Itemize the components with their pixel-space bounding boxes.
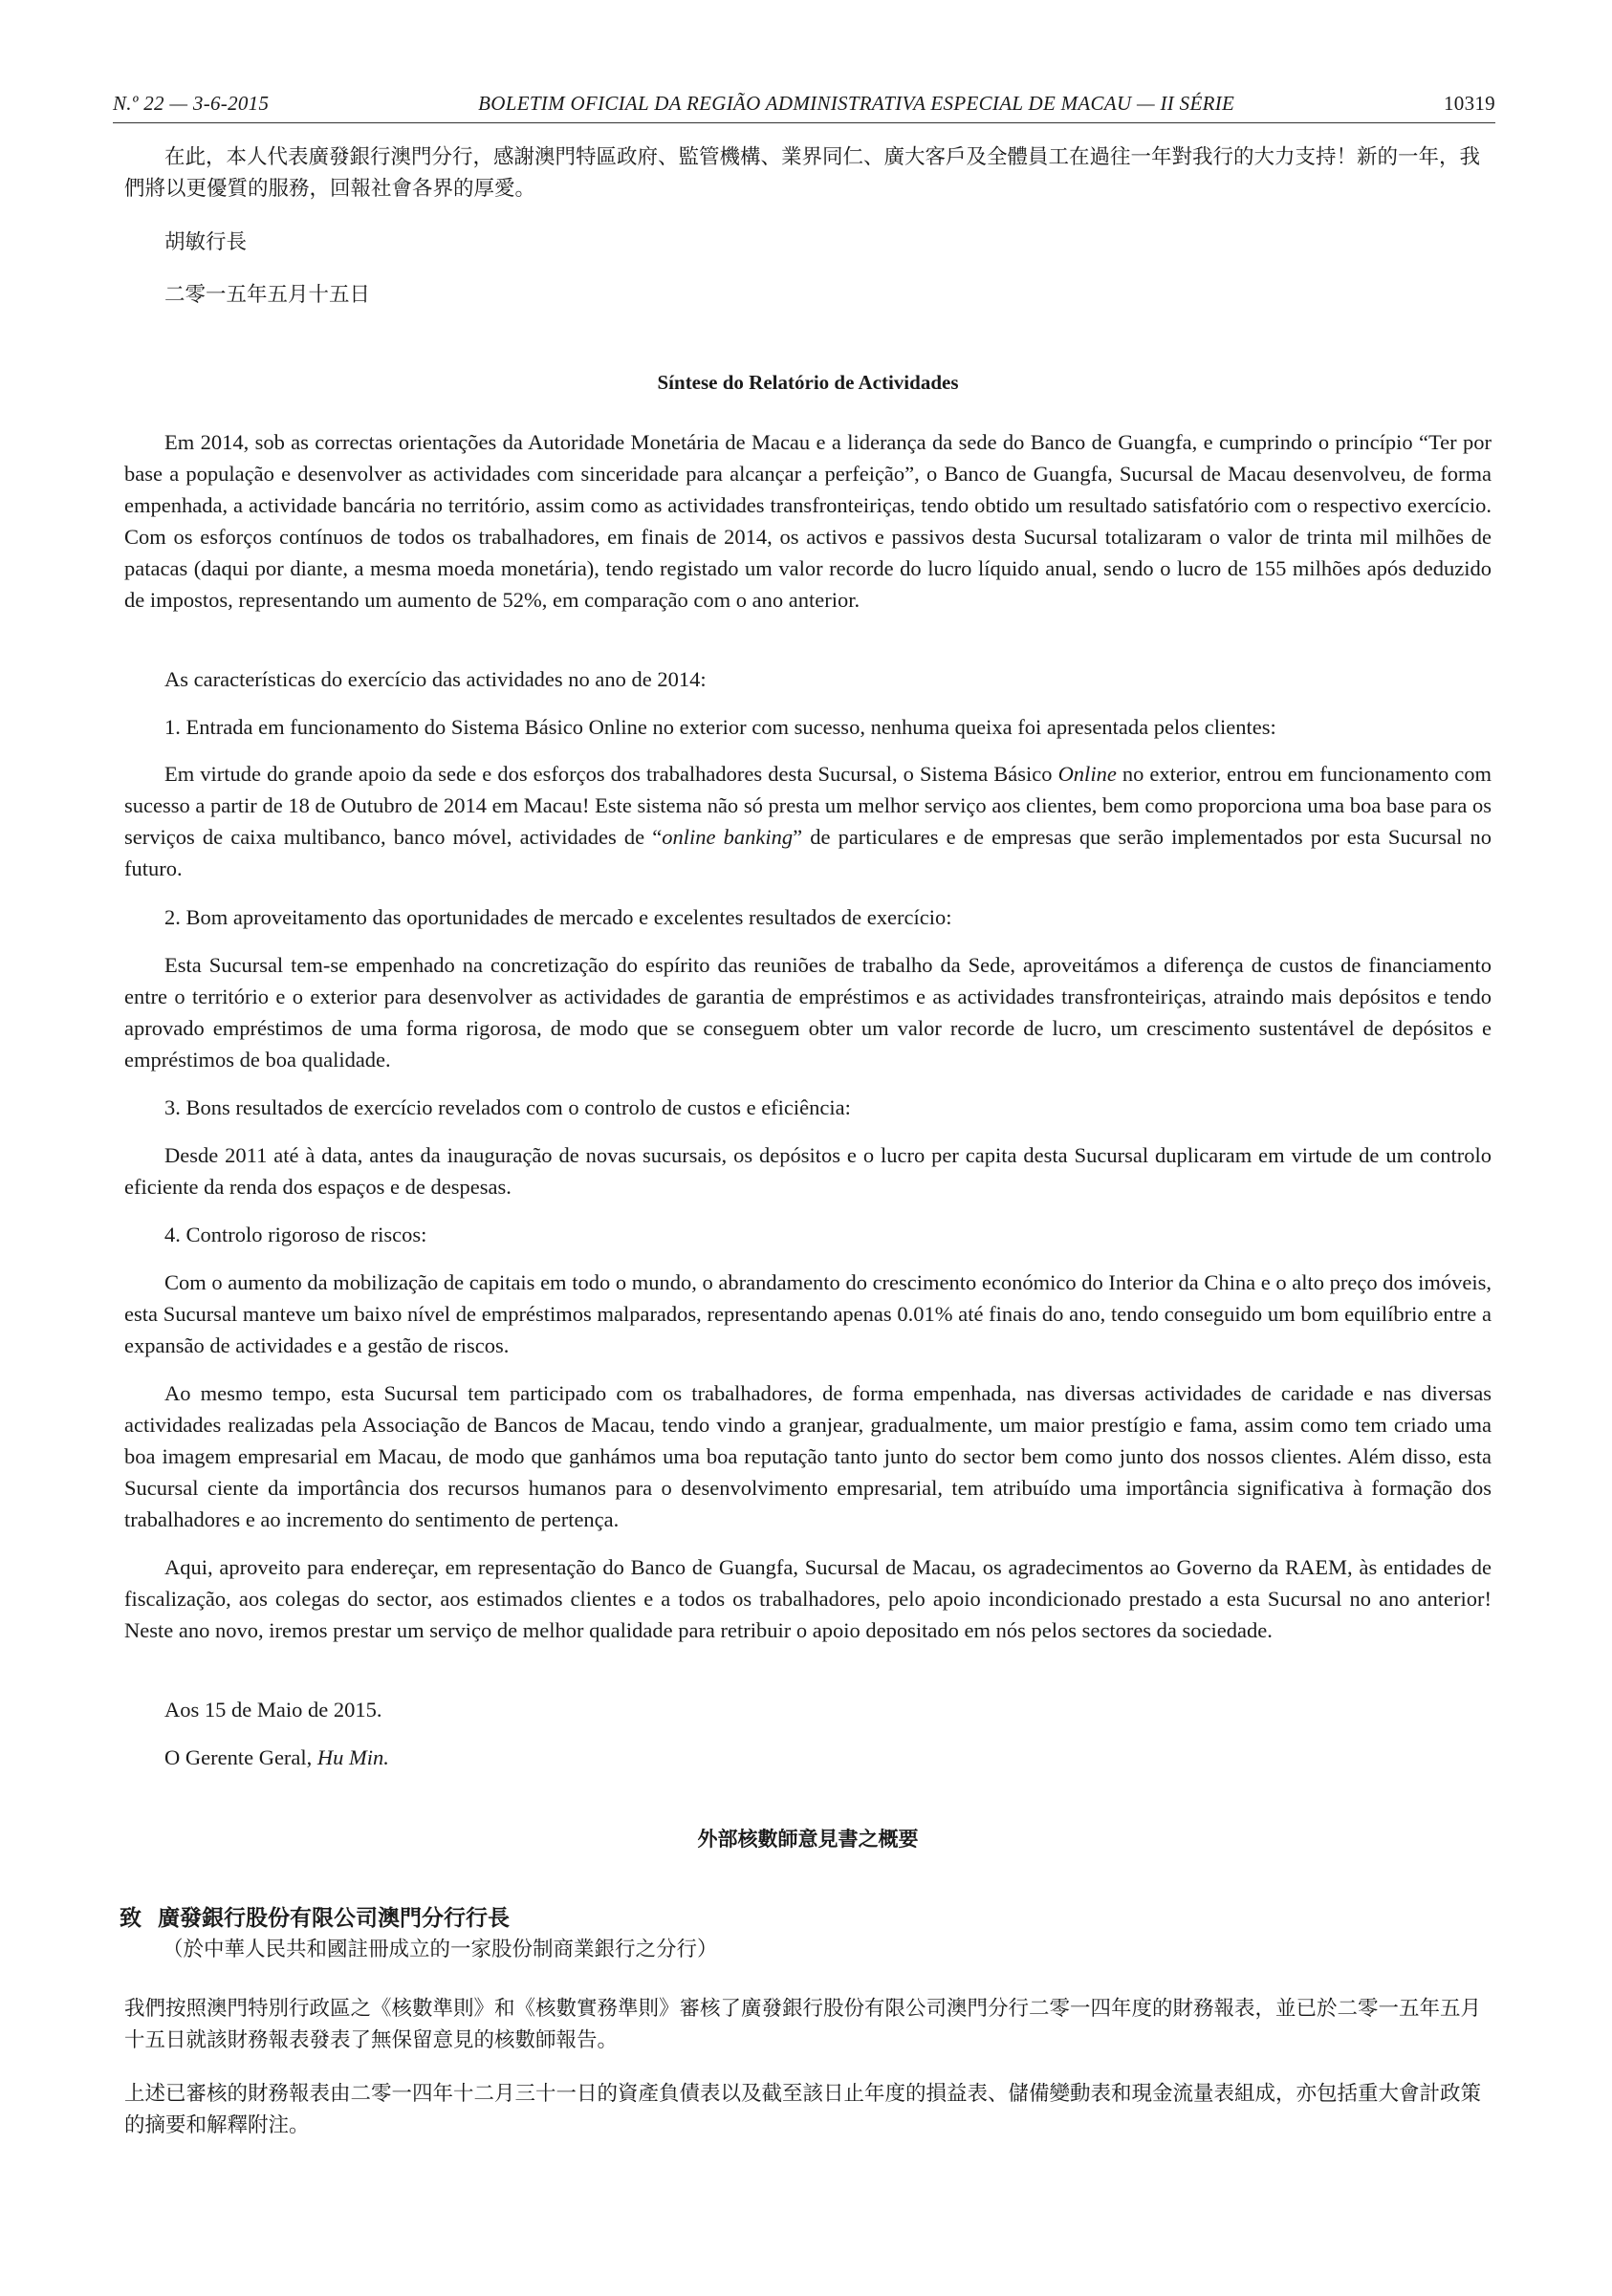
zh-to-label: 致 bbox=[120, 1906, 142, 1931]
zh-thanks-section bbox=[124, 141, 1492, 205]
issue-number: N.º 22 — 3-6-2015 bbox=[113, 91, 270, 115]
pt-item-4-block bbox=[124, 1219, 1492, 1250]
zh-audit-paragraph-2: 上述已審核的財務報表由二零一四年十二月三十一日的資產負債表以及截至該日止年度的損益表、儲備變動表和現金流量表組成，亦包括重大會計政策的摘要和解釋附注。 bbox=[124, 2082, 1482, 2137]
pt-item-3: 3. Bons resultados de exercício revelados com o controlo de custos e eficiência: bbox=[164, 1095, 851, 1119]
pt-paragraph-6: Esta Sucursal tem-se empenhado na concretização do espírito das reuniões de trabalho da Sede, aproveitámos a diferença de custos de financiamento entre o território e o exterior para desenvolver as actividades de garantia de empréstimos e as actividades transfronteiriças, atraindo mais depósitos e tendo aprovado empréstimos de uma forma rigorosa, de modo que se conseguem obter um valor recorde de lucro, um crescimento sustentável de depósitos e empréstimos de boa qualidade. bbox=[124, 953, 1492, 1072]
pt-paragraph-4-block bbox=[124, 758, 1492, 884]
pt-p4-part-c: ” de particulares e de empresas que serão implementados por esta Sucursal no futuro. bbox=[124, 825, 1492, 880]
pt-paragraph-1-block bbox=[124, 426, 1492, 616]
pt-p4-online: Online bbox=[1057, 762, 1117, 786]
pt-paragraph-1: Em 2014, sob as correctas orientações da Autoridade Monetária de Macau e a liderança da sede do Banco de Guangfa, e cumprindo o princípio “Ter por base a população e desenvolver as actividades com sinceridade para alcançar a perfeição”, o Banco de Guangfa, Sucursal de Macau desenvolveu, de forma empenhada, a actividade bancária no território, assim como as actividades transfronteiriças, tendo obtido um resultado satisfatório com o respectivo exercício. Com os esforços contínuos de todos os trabalhadores, em finais de 2014, os activos e passivos desta Sucursal totalizaram o valor de trinta mil milhões de patacas (daqui por diante, a mesma moeda monetária), tendo registado um valor recorde do lucro líquido anual, sendo o lucro de 155 milhões após deduzido de impostos, representando um aumento de 52%, em comparação com o ano anterior. bbox=[124, 430, 1492, 612]
header-rule bbox=[113, 122, 1495, 123]
pt-p4-part-b: no exterior, entrou em funcionamento com sucesso a partir de 18 de Outubro de 2014 em Macau! Este sistema não só presta um melhor serviço aos clientes, bem como proporciona uma boa base para os serviços de caixa multibanco, banco móvel, actividades de “ bbox=[124, 762, 1492, 849]
zh-date: 二零一五年五月十五日 bbox=[164, 283, 371, 307]
zh-audit-title: 外部核數師意見書之概要 bbox=[697, 1828, 919, 1851]
zh-signer-block bbox=[124, 227, 1492, 258]
page-number: 10319 bbox=[1443, 91, 1495, 115]
zh-thanks-paragraph: 在此，本人代表廣發銀行澳門分行，感謝澳門特區政府、監管機構、業界同仁、廣大客戶及全體員工在過往一年對我行的大力支持！新的一年，我們將以更優質的服務，回報社會各界的厚愛。 bbox=[124, 145, 1481, 201]
zh-audit-paragraph-1: 我們按照澳門特別行政區之《核數準則》和《核數實務準則》審核了廣發銀行股份有限公司澳門分行二零一四年度的財務報表，並已於二零一五年五月十五日就該財務報表發表了無保留意見的核數師報告。 bbox=[124, 1997, 1482, 2052]
pt-paragraph-11: Ao mesmo tempo, esta Sucursal tem participado com os trabalhadores, de forma empenhada, nas diversas actividades de caridade e nas diversas actividades realizadas pela Associação de Bancos de Macau, tendo vindo a granjear, gradualmente, um maior prestígio e fama, assim como tem criado uma boa imagem empresarial em Macau, de modo que ganhámos uma boa reputação tanto junto do sector bem como junto dos nossos clientes. Além disso, esta Sucursal ciente da importância dos recursos humanos para o desenvolvimento empresarial, tem atribuído uma importância significativa à formação dos trabalhadores e ao incremento do sentimento de pertença. bbox=[124, 1381, 1492, 1531]
zh-to-name: 廣發銀行股份有限公司澳門分行行長 bbox=[158, 1906, 510, 1931]
pt-paragraph-8-block bbox=[124, 1139, 1492, 1202]
pt-paragraph-2-block bbox=[124, 663, 1492, 695]
zh-signer: 胡敏行長 bbox=[164, 230, 248, 254]
zh-date-block bbox=[124, 279, 1492, 311]
pt-signature-name: Hu Min. bbox=[316, 1745, 389, 1769]
pt-paragraph-10-block bbox=[124, 1267, 1492, 1361]
zh-addressee-line bbox=[120, 1902, 1487, 1935]
pt-paragraph-6-block bbox=[124, 949, 1492, 1075]
page-header bbox=[113, 84, 1495, 122]
pt-signature-block bbox=[124, 1742, 1492, 1773]
pt-date-block bbox=[124, 1694, 1492, 1725]
pt-item-1-block bbox=[124, 711, 1492, 743]
pt-p4-part-a: Em virtude do grande apoio da sede e dos esforços dos trabalhadores desta Sucursal, o Sistema Básico bbox=[164, 762, 1058, 786]
pt-item-2: 2. Bom aproveitamento das oportunidades de mercado e excelentes resultados de exercício: bbox=[164, 905, 952, 929]
pt-signature-prefix: O Gerente Geral, bbox=[164, 1745, 317, 1769]
zh-addressee bbox=[120, 1902, 1487, 1965]
pt-paragraph-10: Com o aumento da mobilização de capitais em todo o mundo, o abrandamento do crescimento económico do Interior da China e o alto preço dos imóveis, esta Sucursal manteve um baixo nível de empréstimos malparados, representando apenas 0.01% até finais do ano, tendo conseguido um bom equilíbrio entre a expansão de actividades e a gestão de riscos. bbox=[124, 1270, 1492, 1357]
pt-signature bbox=[124, 1742, 1492, 1773]
zh-addressee-sub: （於中華人民共和國註冊成立的一家股份制商業銀行之分行） bbox=[163, 1938, 718, 1961]
pt-paragraph-11-block bbox=[124, 1377, 1492, 1535]
pt-item-3-block bbox=[124, 1092, 1492, 1123]
bulletin-title: BOLETIM OFICIAL DA REGIÃO ADMINISTRATIVA ESPECIAL DE MACAU — II SÉRIE bbox=[478, 91, 1235, 115]
pt-item-1: 1. Entrada em funcionamento do Sistema Básico Online no exterior com sucesso, nenhuma queixa foi apresentada pelos clientes: bbox=[164, 715, 1276, 739]
pt-section-title: Síntese do Relatório de Actividades bbox=[657, 371, 959, 394]
pt-p4-online-banking: online banking bbox=[662, 825, 794, 849]
pt-date: Aos 15 de Maio de 2015. bbox=[164, 1698, 382, 1722]
pt-paragraph-4 bbox=[124, 758, 1492, 884]
pt-paragraph-12: Aqui, aproveito para endereçar, em representação do Banco de Guangfa, Sucursal de Macau, os agradecimentos ao Governo da RAEM, às entidades de fiscalização, aos colegas do sector, aos estimados clientes e a todos os trabalhadores, pelo apoio incondicionado prestado a esta Sucursal no ano anterior! Neste ano novo, iremos prestar um serviço de melhor qualidade para retribuir o apoio depositado em nós pelos sectores da sociedade. bbox=[124, 1555, 1492, 1642]
pt-item-2-block bbox=[124, 901, 1492, 933]
pt-paragraph-12-block bbox=[124, 1551, 1492, 1646]
zh-audit-paragraph-2-block bbox=[124, 2078, 1492, 2141]
pt-item-4: 4. Controlo rigoroso de riscos: bbox=[164, 1223, 427, 1246]
pt-paragraph-8: Desde 2011 até à data, antes da inauguração de novas sucursais, os depósitos e o lucro per capita desta Sucursal duplicaram em virtude de um controlo eficiente da renda dos espaços e de despesas. bbox=[124, 1143, 1492, 1199]
zh-audit-paragraph-1-block bbox=[124, 1993, 1492, 2056]
pt-paragraph-2: As características do exercício das actividades no ano de 2014: bbox=[164, 667, 707, 691]
